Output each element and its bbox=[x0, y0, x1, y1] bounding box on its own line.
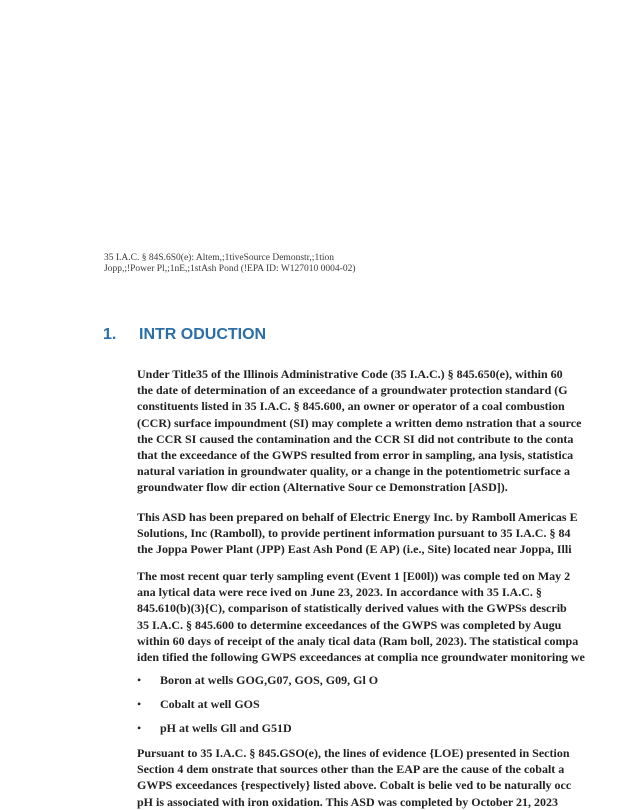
bullet-item bbox=[137, 721, 292, 736]
text-line: pH is associated with iron oxidation. This ASD was completed by October 21, 2023 bbox=[137, 794, 559, 809]
text-line: within 60 days of receipt of the analy tical data (Ram boll, 2023). The statistical compa bbox=[137, 633, 579, 648]
bullet-text: pH at wells Gll and G51D bbox=[160, 721, 292, 735]
bullet-icon: • bbox=[137, 721, 142, 735]
text-line: the CCR SI caused the contamination and the CCR SI did not contribute to the conta bbox=[137, 431, 574, 446]
text-line: constituents listed in 35 I.A.C. § 845.600, an owner or operator of a coal combustion bbox=[137, 399, 565, 414]
running-head-line-1: 35 I.A.C. § 84S.6S0(e): Altem,;1tiveSource Demonstr,;1tion bbox=[104, 253, 334, 263]
text-line: 35 I.A.C. § 845.600 to determine exceedances of the GWPS was completed by Augu bbox=[137, 617, 562, 632]
bullet-text: Boron at wells GOG,G07, GOS, G09, Gl O bbox=[160, 673, 379, 687]
text-line: that the exceedance of the GWPS resulted from error in sampling, ana lysis, statistica bbox=[137, 448, 574, 463]
section-number: 1. bbox=[103, 326, 117, 343]
text-line: Solutions, Inc (Ramboll), to provide pertinent information pursuant to 35 I.A.C. § 84 bbox=[137, 526, 571, 541]
paragraph-4 bbox=[137, 745, 637, 810]
section-title: INTR ODUCTION bbox=[139, 326, 267, 343]
bullet-item bbox=[137, 697, 260, 712]
paragraph-2 bbox=[137, 509, 637, 558]
bullet-icon: • bbox=[137, 673, 142, 687]
text-line: Pursuant to 35 I.A.C. § 845.GSO(e), the lines of evidence {LOE) presented in Section bbox=[137, 746, 570, 760]
section-heading bbox=[103, 326, 266, 344]
paragraph-1 bbox=[137, 366, 637, 496]
text-line: 845.610(b)(3){C), comparison of statistically derived values with the GWPSs describ bbox=[137, 601, 567, 616]
text-line: the Joppa Power Plant (JPP) East Ash Pond (E AP) (i.e., Site) located near Joppa, Illi bbox=[137, 542, 572, 557]
bullet-icon: • bbox=[137, 697, 142, 711]
text-line: Section 4 dem onstrate that sources other than the EAP are the cause of the cobalt a bbox=[137, 762, 565, 777]
text-line: GWPS exceedances {respectively} listed above. Cobalt is belie ved to be naturally occ bbox=[137, 778, 572, 793]
text-line: This ASD has been prepared on behalf of Electric Energy Inc. by Ramboll Americas E bbox=[137, 510, 578, 524]
text-line: iden tified the following GWPS exceedances at complia nce groundwater monitoring we bbox=[137, 650, 585, 665]
text-line: the date of determination of an exceedance of a groundwater protection standard (G bbox=[137, 383, 568, 398]
text-line: natural variation in groundwater quality, or a change in the potentiometric surface a bbox=[137, 464, 570, 479]
text-line: ana lytical data were rece ived on June 23, 2023. In accordance with 35 I.A.C. § bbox=[137, 585, 542, 600]
running-head bbox=[104, 253, 356, 275]
text-line: The most recent quar terly sampling event (Event 1 [E00l)) was comple ted on May 2 bbox=[137, 569, 571, 583]
bullet-item bbox=[137, 673, 378, 688]
running-head-line-2: Jopp,;!Power Pl,;1nE,;1stAsh Pond (!EPA ID: W127010 0004-02) bbox=[104, 264, 356, 274]
text-line: groundwater flow dir ection (Alternative Sour ce Demonstration [ASD]). bbox=[137, 480, 508, 495]
paragraph-3 bbox=[137, 568, 637, 665]
text-line: (CCR) surface impoundment (SI) may complete a written demo nstration that a source bbox=[137, 415, 582, 430]
text-line: Under Title35 of the Illinois Administrative Code (35 I.A.C.) § 845.650(e), within 60 bbox=[137, 367, 563, 381]
bullet-text: Cobalt at well GOS bbox=[160, 697, 260, 711]
